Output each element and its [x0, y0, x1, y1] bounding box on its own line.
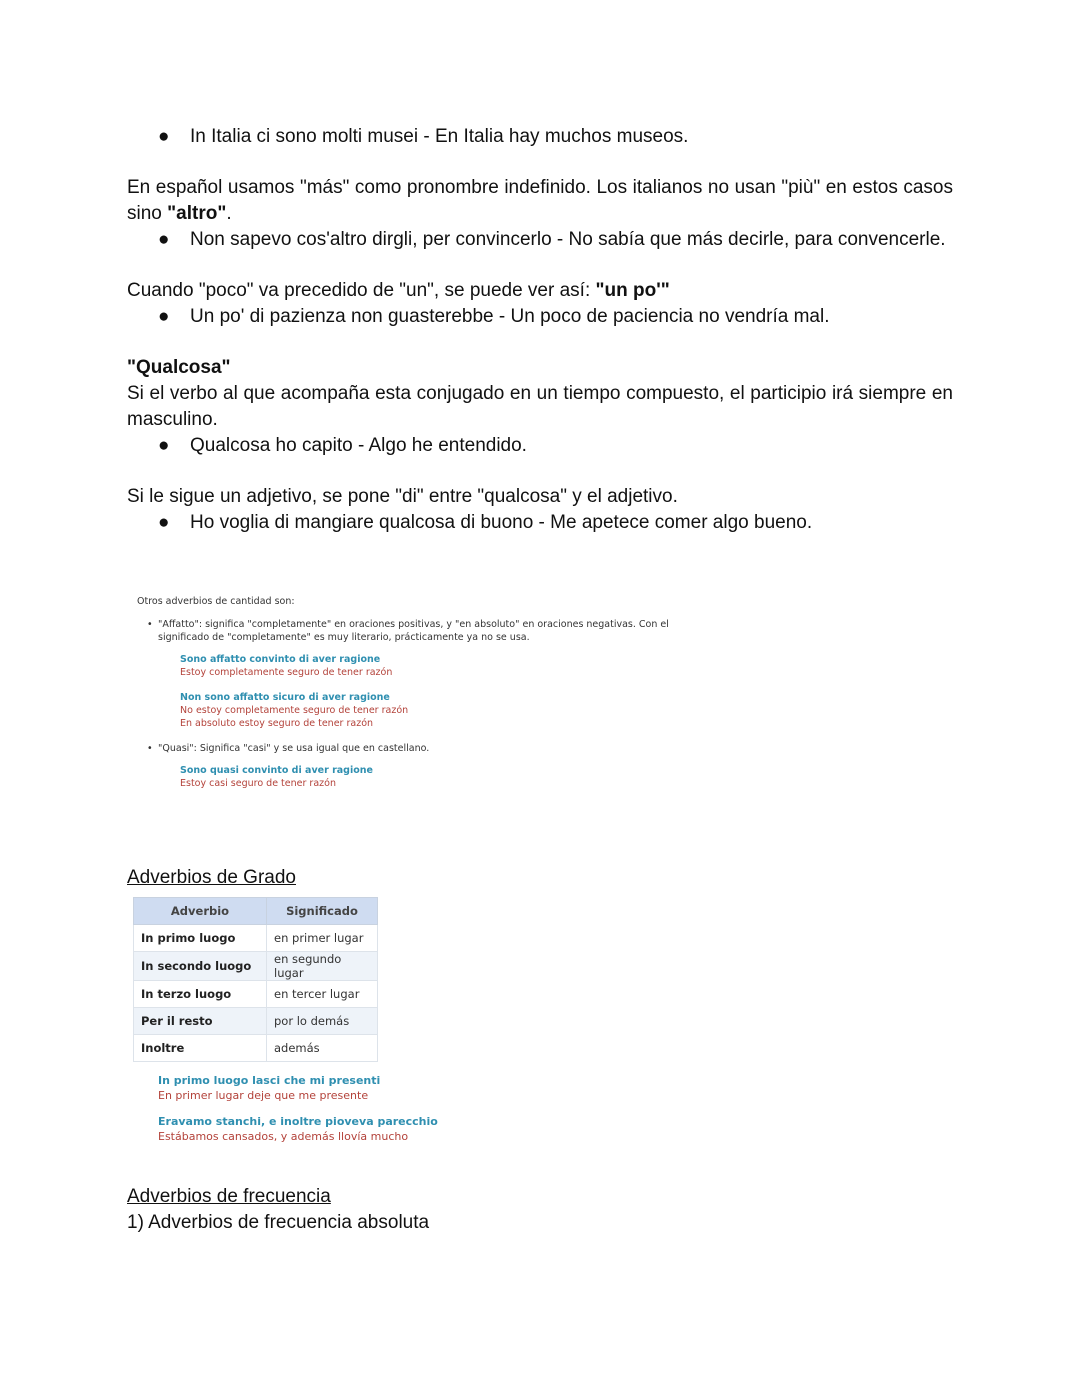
- table-row: [134, 1035, 378, 1062]
- example-block: [158, 1114, 438, 1144]
- table-row: [134, 925, 378, 952]
- table-row: [134, 1008, 378, 1035]
- embedded-intro: Otros adverbios de cantidad son:: [137, 596, 295, 607]
- bullet-list: [127, 124, 953, 150]
- example-italian: Sono quasi convinto di aver ragione: [180, 765, 373, 776]
- table-cell: por lo demás: [267, 1008, 378, 1035]
- list-item: ● Un po' di pazienza non guasterebbe - Un poco de paciencia no vendría mal.: [127, 304, 953, 330]
- qualcosa-paragraph: Si el verbo al que acompaña esta conjugado en un tiempo compuesto, el participio irá siempre en masculino.: [127, 383, 953, 430]
- table-cell: en tercer lugar: [267, 981, 378, 1008]
- example-spanish: Estábamos cansados, y además llovía mucho: [158, 1130, 409, 1143]
- bullet-list: [127, 510, 953, 536]
- embedded-list: [137, 742, 697, 755]
- table-cell: In terzo luogo: [134, 981, 267, 1008]
- example-spanish: En absoluto estoy seguro de tener razón: [180, 718, 374, 729]
- table-cell: Inoltre: [134, 1035, 267, 1062]
- example-spanish: No estoy completamente seguro de tener razón: [180, 705, 409, 716]
- example-spanish: Estoy casi seguro de tener razón: [180, 778, 336, 789]
- list-item: ● Qualcosa ho capito - Algo he entendido.: [127, 433, 953, 459]
- document-body: [127, 124, 953, 536]
- embedded-cantidad-excerpt: [137, 595, 697, 802]
- bullet-list: [127, 304, 953, 330]
- bullet-icon: •: [147, 743, 153, 754]
- list-item: ● Non sapevo cos'altro dirgli, per convincerlo - No sabía que más decirle, para convencerle.: [127, 227, 953, 253]
- bullet-list: [127, 433, 953, 459]
- bullet-icon: •: [147, 619, 153, 630]
- adjective-paragraph: Si le sigue un adjetivo, se pone "di" entre "qualcosa" y el adjetivo.: [127, 486, 678, 507]
- bullet-icon: ●: [158, 512, 170, 533]
- table-cell: además: [267, 1035, 378, 1062]
- list-item: • "Quasi": Significa "casi" y se usa igual que en castellano.: [147, 743, 430, 754]
- poco-paragraph: Cuando "poco" va precedido de "un", se puede ver así: "un po'": [127, 280, 670, 301]
- bullet-icon: ●: [158, 435, 170, 456]
- list-item: ● In Italia ci sono molti musei - En Italia hay muchos museos.: [127, 124, 953, 150]
- example-spanish: Estoy completamente seguro de tener razón: [180, 667, 393, 678]
- example-spanish: En primer lugar deje que me presente: [158, 1089, 369, 1102]
- grado-table: [133, 897, 378, 1062]
- example-italian: In primo luogo lasci che mi presenti: [158, 1074, 381, 1087]
- list-item: • "Affatto": significa "completamente" en oraciones positivas, y "en absoluto" en oraciones negativas. Con el significado de "completamente" es muy literario, prácticamente ya no se usa.: [147, 619, 669, 643]
- column-header: Adverbio: [134, 898, 267, 925]
- example-italian: Sono affatto convinto di aver ragione: [180, 654, 381, 665]
- column-header: Significado: [267, 898, 378, 925]
- table-cell: en segundo lugar: [267, 952, 378, 981]
- example-block: [180, 691, 697, 730]
- example-block: [180, 653, 697, 679]
- example-block: [180, 764, 697, 790]
- bullet-list: [127, 227, 953, 253]
- table-row: [134, 981, 378, 1008]
- frecuencia-heading: Adverbios de frecuencia: [127, 1186, 331, 1207]
- table-cell: en primer lugar: [267, 925, 378, 952]
- table-row: [134, 952, 378, 981]
- example-italian: Eravamo stanchi, e inoltre pioveva parecchio: [158, 1115, 438, 1128]
- frecuencia-subheading: 1) Adverbios de frecuencia absoluta: [127, 1212, 430, 1233]
- bullet-icon: ●: [158, 229, 170, 250]
- list-item: ● Ho voglia di mangiare qualcosa di buono - Me apetece comer algo bueno.: [127, 510, 953, 536]
- bullet-icon: ●: [158, 306, 170, 327]
- example-block: [158, 1073, 380, 1103]
- embedded-list: [137, 618, 697, 644]
- table-cell: In secondo luogo: [134, 952, 267, 981]
- bullet-icon: ●: [158, 126, 170, 147]
- table-cell: In primo luogo: [134, 925, 267, 952]
- qualcosa-title: "Qualcosa": [127, 357, 231, 378]
- altro-paragraph: En español usamos "más" como pronombre indefinido. Los italianos no usan "più" en estos casos sino "altro".: [127, 177, 953, 224]
- grado-heading: Adverbios de Grado: [127, 867, 296, 888]
- table-cell: Per il resto: [134, 1008, 267, 1035]
- example-italian: Non sono affatto sicuro di aver ragione: [180, 692, 390, 703]
